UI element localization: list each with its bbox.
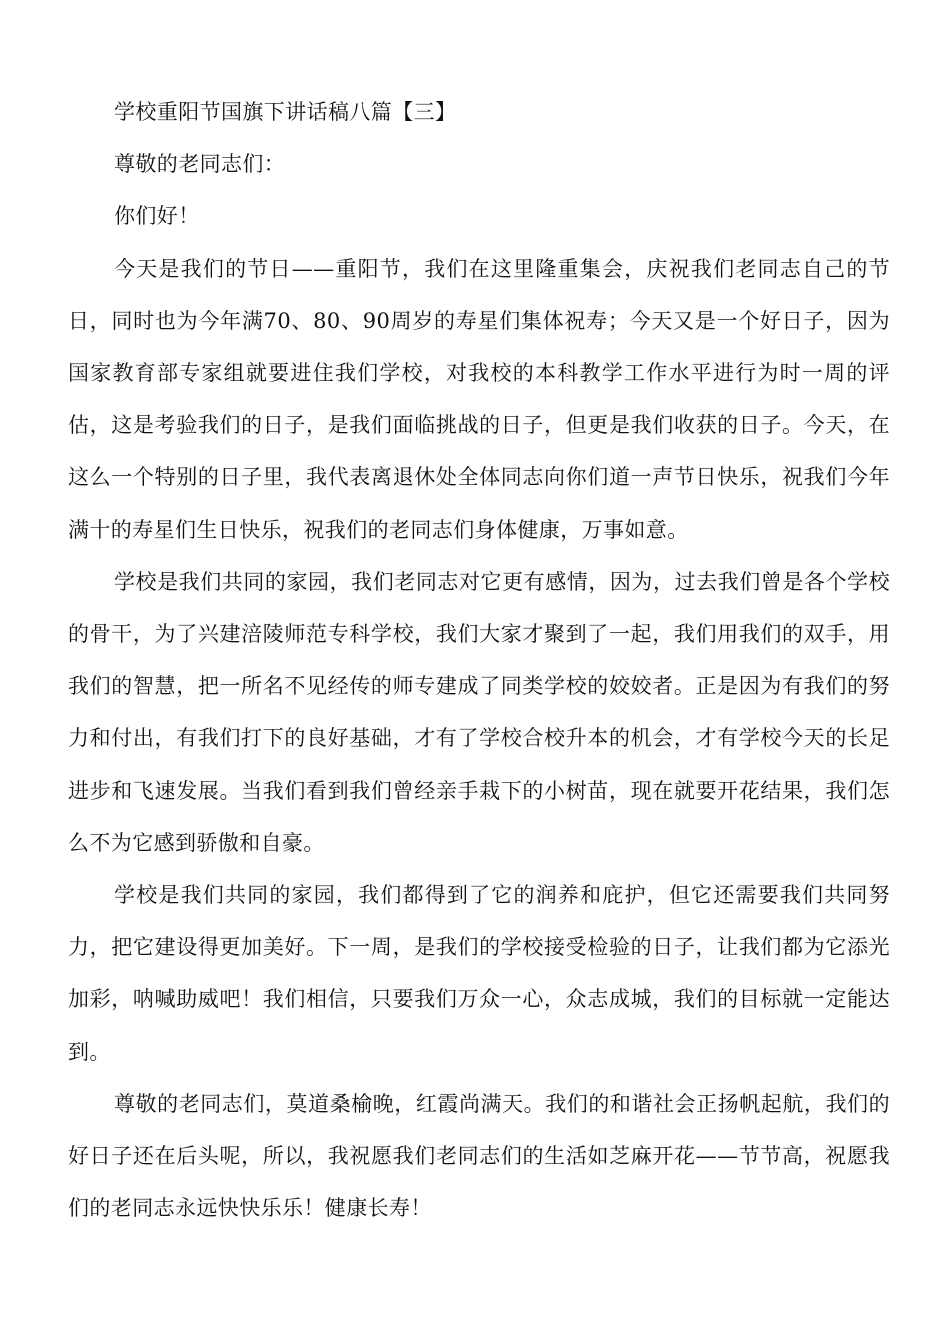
body-paragraph: 尊敬的老同志们，莫道桑榆晚，红霞尚满天。我们的和谐社会正扬帆起航，我们的好日子还在后头呢，所以，我祝愿我们老同志们的生活如芝麻开花——节节高，祝愿我们的老同志永远快快乐乐！健康长寿！ — [68, 1091, 890, 1221]
document-page — [68, 86, 890, 1234]
body-paragraph: 今天是我们的节日——重阳节，我们在这里隆重集会，庆祝我们老同志自己的节日，同时也为今年满70、80、90周岁的寿星们集体祝寿；今天又是一个好日子，因为国家教育部专家组就要进住我们学校，对我校的本科教学工作水平进行为时一周的评估，这是考验我们的日子，是我们面临挑战的日子，但更是我们收获的日子。今天，在这么一个特别的日子里，我代表离退休处全体同志向你们道一声节日快乐，祝我们今年满十的寿星们生日快乐，祝我们的老同志们身体健康，万事如意。 — [68, 256, 890, 542]
body-paragraph: 学校是我们共同的家园，我们都得到了它的润养和庇护，但它还需要我们共同努力，把它建设得更加美好。下一周，是我们的学校接受检验的日子，让我们都为它添光加彩，呐喊助威吧！我们相信，只要我们万众一心，众志成城，我们的目标就一定能达到。 — [68, 883, 890, 1064]
document-title: 学校重阳节国旗下讲话稿八篇【三】 — [114, 100, 457, 124]
salutation: 尊敬的老同志们： — [114, 152, 286, 177]
greeting: 你们好！ — [114, 204, 200, 229]
body-paragraph: 学校是我们共同的家园，我们老同志对它更有感情，因为，过去我们曾是各个学校的骨干，为了兴建涪陵师范专科学校，我们大家才聚到了一起，我们用我们的双手，用我们的智慧，把一所名不见经传的师专建成了同类学校的姣姣者。正是因为有我们的努力和付出，有我们打下的良好基础，才有了学校合校升本的机会，才有学校今天的长足进步和飞速发展。当我们看到我们曾经亲手栽下的小树苗，现在就要开花结果，我们怎么不为它感到骄傲和自豪。 — [68, 569, 890, 855]
